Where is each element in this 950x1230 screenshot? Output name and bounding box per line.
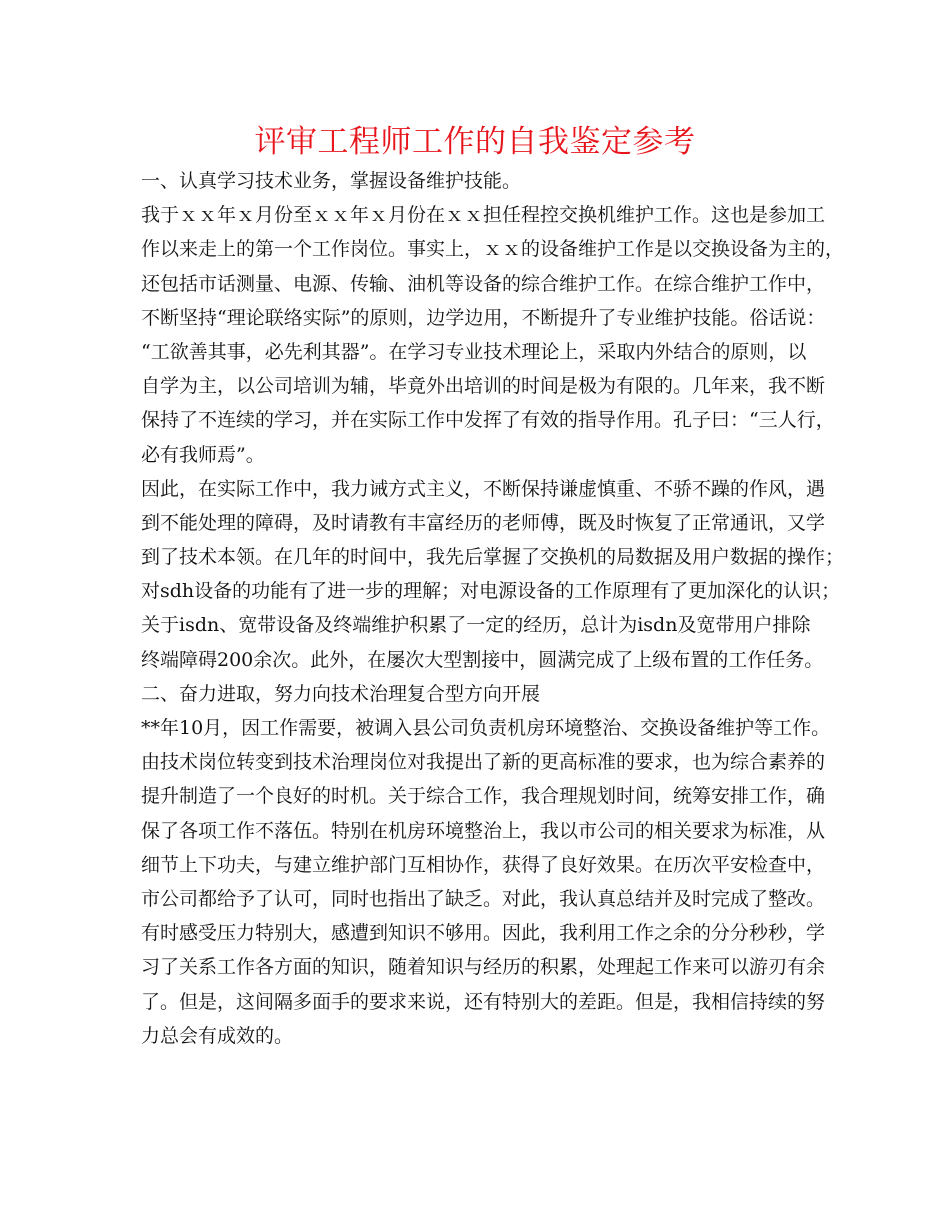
body-line: 保了各项工作不落伍。特别在机房环境整治上，我以市公司的相关要求为标准，从	[141, 819, 826, 842]
document-title: 评审工程师工作的自我鉴定参考	[254, 124, 696, 160]
body-line: “工欲善其事，必先利其器”。在学习专业技术理论上，采取内外结合的原则，以	[141, 340, 807, 363]
body-line: 到了技术本领。在几年的时间中，我先后掌握了交换机的局数据及用户数据的操作；	[141, 546, 845, 569]
body-line: 作以来走上的第一个工作岗位。事实上，ｘｘ的设备维护工作是以交换设备为主的，	[141, 238, 845, 261]
body-line: 不断坚持“理论联络实际”的原则，边学边用，不断提升了专业维护技能。俗话说：	[141, 306, 826, 329]
body-line: 对sdh设备的功能有了进一步的理解；对电源设备的工作原理有了更加深化的认识；	[141, 580, 841, 603]
body-line: 自学为主，以公司培训为辅，毕竟外出培训的时间是极为有限的。几年来，我不断	[141, 375, 826, 398]
body-line: 到不能处理的障碍，及时请教有丰富经历的老师傅，既及时恢复了正常通讯，又学	[141, 511, 826, 534]
body-line: 终端障碍200余次。此外，在屡次大型割接中，圆满完成了上级布置的工作任务。	[141, 648, 824, 671]
body-line: **年10月，因工作需要，被调入县公司负责机房环境整治、交换设备维护等工作。	[141, 717, 831, 739]
body-line: 必有我师焉”。	[141, 443, 265, 466]
body-line: 因此，在实际工作中，我力诫方式主义，不断保持谦虚慎重、不骄不躁的作风，遇	[141, 477, 826, 500]
body-line: 一、认真学习技术业务，掌握设备维护技能。	[141, 170, 522, 192]
body-line: 保持了不连续的学习，并在实际工作中发挥了有效的指导作用。孔子曰：“三人行，	[141, 409, 835, 432]
body-line: 习了关系工作各方面的知识，随着知识与经历的积累，处理起工作来可以游刃有余	[141, 956, 826, 979]
body-line: 细节上下功夫，与建立维护部门互相协作，获得了良好效果。在历次平安检查中，	[141, 853, 826, 876]
body-line: 关于isdn、宽带设备及终端维护积累了一定的经历，总计为isdn及宽带用户排除	[141, 614, 811, 637]
body-line: 二、奋力进取，努力向技术治理复合型方向开展	[141, 682, 541, 705]
body-line: 提升制造了一个良好的时机。关于综合工作，我合理规划时间，统筹安排工作，确	[141, 785, 826, 808]
body-line: 力总会有成效的。	[141, 1024, 294, 1047]
document-body	[141, 164, 845, 1053]
body-line: 市公司都给予了认可，同时也指出了缺乏。对此，我认真总结并及时完成了整改。	[141, 887, 826, 910]
body-line: 由技术岗位转变到技术治理岗位对我提出了新的更高标准的要求，也为综合素养的	[141, 751, 826, 774]
body-line: 了。但是，这间隔多面手的要求来说，还有特别大的差距。但是，我相信持续的努	[141, 990, 826, 1013]
body-line: 还包括市话测量、电源、传输、油机等设备的综合维护工作。在综合维护工作中，	[141, 272, 826, 295]
body-line: 有时感受压力特别大，感遭到知识不够用。因此，我利用工作之余的分分秒秒，学	[141, 922, 826, 945]
body-line: 我于ｘｘ年ｘ月份至ｘｘ年ｘ月份在ｘｘ担任程控交换机维护工作。这也是参加工	[141, 204, 826, 227]
